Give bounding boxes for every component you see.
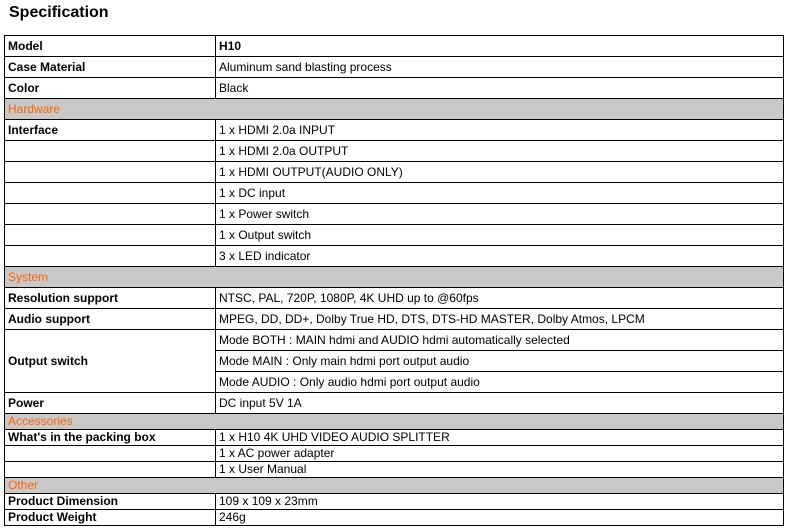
section-header: Hardware — [5, 99, 784, 120]
section-header: Accessories — [5, 414, 784, 430]
spec-value: 1 x HDMI 2.0a OUTPUT — [216, 141, 784, 162]
spec-key: What's in the packing box — [5, 430, 216, 446]
spec-row — [5, 141, 784, 162]
spec-row — [5, 510, 784, 526]
spec-value: 3 x LED indicator — [216, 246, 784, 267]
spec-value: Mode BOTH : MAIN hdmi and AUDIO hdmi automatically selected — [216, 330, 784, 351]
spec-row — [5, 494, 784, 510]
spec-row — [5, 393, 784, 414]
spec-key: Color — [5, 78, 216, 99]
spec-value: 1 x H10 4K UHD VIDEO AUDIO SPLITTER — [216, 430, 784, 446]
spec-value: 109 x 109 x 23mm — [216, 494, 784, 510]
spec-key: Product Weight — [5, 510, 216, 526]
spec-row — [5, 462, 784, 478]
section-header-row — [5, 414, 784, 430]
page-title: Specification — [9, 4, 109, 21]
spec-value: H10 — [216, 36, 784, 57]
spec-key-empty — [5, 246, 216, 267]
spec-value: Mode AUDIO : Only audio hdmi port output audio — [216, 372, 784, 393]
spec-row — [5, 309, 784, 330]
spec-row — [5, 162, 784, 183]
spec-key-empty — [5, 225, 216, 246]
section-header-row — [5, 478, 784, 494]
spec-key: Model — [5, 36, 216, 57]
spec-row — [5, 446, 784, 462]
spec-value: NTSC, PAL, 720P, 1080P, 4K UHD up to @60fps — [216, 288, 784, 309]
spec-key-empty — [5, 141, 216, 162]
section-header-row — [5, 267, 784, 288]
spec-row — [5, 36, 784, 57]
specification-table-body — [5, 36, 784, 526]
spec-row — [5, 430, 784, 446]
spec-key-empty — [5, 446, 216, 462]
spec-key: Interface — [5, 120, 216, 141]
spec-key: Case Material — [5, 57, 216, 78]
spec-row — [5, 288, 784, 309]
spec-value: MPEG, DD, DD+, Dolby True HD, DTS, DTS-HD MASTER, Dolby Atmos, LPCM — [216, 309, 784, 330]
spec-key-empty — [5, 162, 216, 183]
spec-value: DC input 5V 1A — [216, 393, 784, 414]
spec-value: Black — [216, 78, 784, 99]
spec-value: 1 x User Manual — [216, 462, 784, 478]
spec-key: Output switch — [5, 330, 216, 393]
spec-value: 246g — [216, 510, 784, 526]
spec-row — [5, 246, 784, 267]
spec-row — [5, 330, 784, 351]
spec-row — [5, 57, 784, 78]
spec-row — [5, 225, 784, 246]
spec-value: 1 x DC input — [216, 183, 784, 204]
spec-key: Resolution support — [5, 288, 216, 309]
section-header: System — [5, 267, 784, 288]
spec-value: 1 x HDMI OUTPUT(AUDIO ONLY) — [216, 162, 784, 183]
spec-key-empty — [5, 204, 216, 225]
spec-row — [5, 204, 784, 225]
section-header: Other — [5, 478, 784, 494]
specification-table — [4, 35, 784, 526]
spec-key: Audio support — [5, 309, 216, 330]
spec-value: 1 x HDMI 2.0a INPUT — [216, 120, 784, 141]
spec-value: 1 x Power switch — [216, 204, 784, 225]
spec-value: Mode MAIN : Only main hdmi port output audio — [216, 351, 784, 372]
spec-value: 1 x Output switch — [216, 225, 784, 246]
spec-key: Product Dimension — [5, 494, 216, 510]
spec-value: 1 x AC power adapter — [216, 446, 784, 462]
spec-row — [5, 120, 784, 141]
section-header-row — [5, 99, 784, 120]
spec-key-empty — [5, 462, 216, 478]
spec-row — [5, 78, 784, 99]
spec-value: Aluminum sand blasting process — [216, 57, 784, 78]
spec-row — [5, 183, 784, 204]
spec-key: Power — [5, 393, 216, 414]
spec-key-empty — [5, 183, 216, 204]
